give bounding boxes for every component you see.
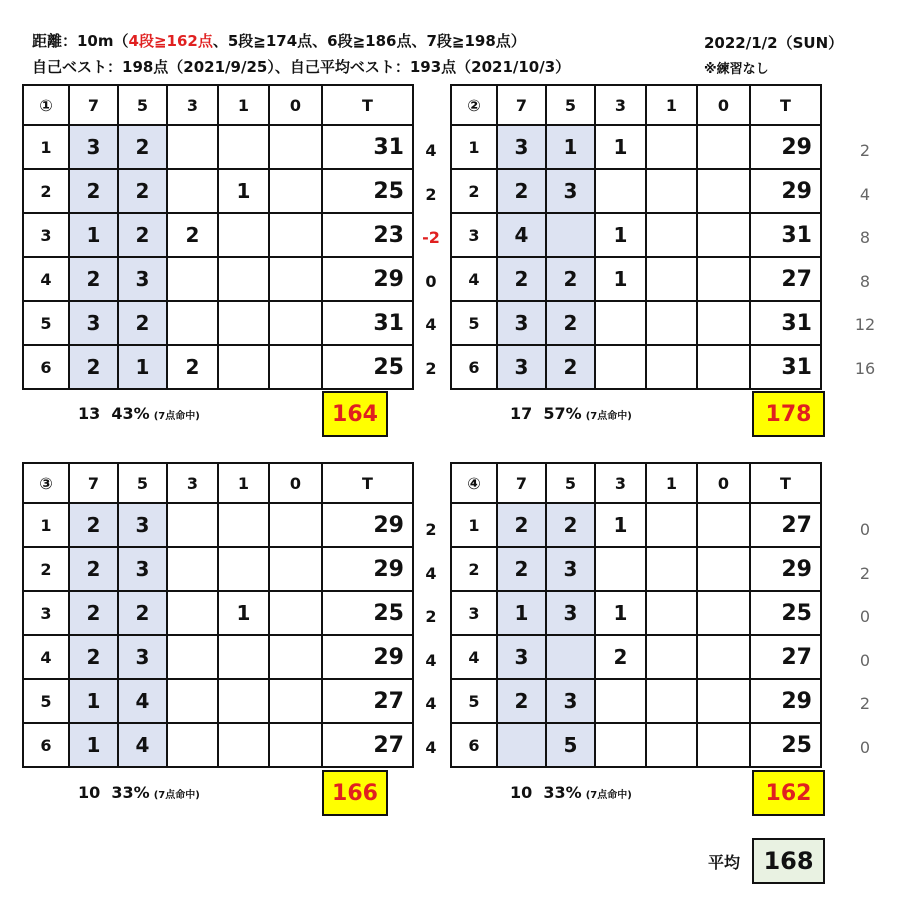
score-count-5: 4	[118, 723, 167, 767]
end-total: 25	[322, 169, 413, 213]
session-date: 2022/1/2（SUN）	[704, 34, 844, 52]
end-number: 1	[23, 503, 69, 547]
score-count-3: 2	[595, 635, 646, 679]
score-count-1	[218, 345, 269, 389]
score-count-0	[269, 503, 322, 547]
hit-count: 13	[78, 404, 101, 423]
hit-percent: 57%	[543, 404, 582, 423]
right-labels-bottom-item: 0	[859, 607, 871, 626]
end-number: 3	[451, 591, 497, 635]
score-count-1	[218, 257, 269, 301]
block-label: ①	[23, 85, 69, 125]
hit-note: (7点命中)	[153, 790, 200, 801]
score-count-5: 2	[118, 213, 167, 257]
column-header: 7	[69, 463, 118, 503]
score-count-0	[697, 723, 750, 767]
column-header: 0	[269, 463, 322, 503]
score-count-5: 1	[118, 345, 167, 389]
score-count-0	[269, 635, 322, 679]
middle-labels-bottom-item: 4	[425, 650, 437, 670]
hit-count: 10	[510, 783, 533, 802]
score-count-5: 3	[546, 679, 595, 723]
column-header: 5	[546, 85, 595, 125]
score-block-2	[450, 84, 822, 390]
end-total: 31	[322, 125, 413, 169]
end-number: 2	[451, 169, 497, 213]
table-row	[451, 213, 821, 257]
score-count-5: 2	[118, 169, 167, 213]
total-block-3: 166	[322, 770, 388, 816]
score-count-5: 2	[546, 345, 595, 389]
score-count-7: 1	[69, 723, 118, 767]
score-count-3	[167, 301, 218, 345]
practice-note: ※練習なし	[704, 62, 769, 77]
score-block-3	[22, 462, 414, 768]
score-count-7: 3	[497, 635, 546, 679]
score-count-3	[167, 169, 218, 213]
score-count-7: 2	[69, 635, 118, 679]
table-row	[23, 503, 413, 547]
score-count-1	[218, 503, 269, 547]
score-count-7: 2	[497, 503, 546, 547]
score-count-5: 3	[118, 635, 167, 679]
middle-labels-bottom-item: 4	[425, 563, 437, 583]
score-count-7: 2	[69, 591, 118, 635]
right-labels-top-item: 4	[859, 184, 871, 204]
score-count-3: 2	[167, 213, 218, 257]
middle-labels-top-item: 2	[425, 184, 437, 204]
column-header: 0	[697, 85, 750, 125]
header-row	[451, 85, 821, 125]
header-row	[23, 463, 413, 503]
right-labels-bottom-item: 0	[859, 737, 871, 757]
end-number: 5	[451, 679, 497, 723]
column-header: 1	[646, 463, 697, 503]
right-labels-bottom-item: 2	[859, 563, 871, 583]
table-row	[451, 547, 821, 591]
end-number: 6	[451, 723, 497, 767]
score-count-1	[218, 547, 269, 591]
end-total: 29	[750, 125, 821, 169]
hit-count: 10	[78, 783, 101, 802]
score-count-7: 2	[497, 679, 546, 723]
hit-percent: 33%	[111, 783, 150, 802]
middle-labels-bottom-item: 2	[425, 520, 437, 539]
end-total: 29	[750, 679, 821, 723]
score-count-3	[595, 679, 646, 723]
score-count-7: 2	[69, 345, 118, 389]
score-count-0	[269, 213, 322, 257]
score-count-7: 2	[69, 503, 118, 547]
block-label: ③	[23, 463, 69, 503]
score-count-3: 1	[595, 591, 646, 635]
block-label: ②	[451, 85, 497, 125]
end-total: 23	[322, 213, 413, 257]
column-header: 3	[595, 85, 646, 125]
score-count-7: 2	[497, 169, 546, 213]
table-row	[451, 591, 821, 635]
average-value: 168	[752, 838, 825, 884]
total-block-4: 162	[752, 770, 825, 816]
table-row	[23, 679, 413, 723]
hit-note: (7点命中)	[153, 411, 200, 422]
column-header: 3	[167, 463, 218, 503]
end-number: 4	[451, 257, 497, 301]
score-count-1	[646, 213, 697, 257]
score-count-7: 4	[497, 213, 546, 257]
score-count-3: 2	[167, 345, 218, 389]
score-count-5: 2	[546, 257, 595, 301]
score-count-7: 1	[69, 679, 118, 723]
score-count-0	[269, 679, 322, 723]
column-header: 7	[497, 463, 546, 503]
end-number: 2	[23, 547, 69, 591]
table-row	[23, 723, 413, 767]
score-count-5: 2	[118, 125, 167, 169]
score-count-3	[167, 635, 218, 679]
hit-count: 17	[510, 404, 533, 423]
end-number: 5	[451, 301, 497, 345]
table-row	[23, 169, 413, 213]
score-count-3	[595, 547, 646, 591]
stats-block-2	[510, 404, 632, 423]
end-total: 27	[322, 679, 413, 723]
score-count-7: 3	[497, 301, 546, 345]
end-number: 1	[23, 125, 69, 169]
end-total: 27	[322, 723, 413, 767]
column-header: 1	[218, 85, 269, 125]
table-row	[23, 213, 413, 257]
distance-header	[32, 30, 526, 51]
score-count-5: 3	[118, 257, 167, 301]
score-count-3	[167, 125, 218, 169]
end-total: 29	[322, 547, 413, 591]
score-count-1	[646, 591, 697, 635]
end-total: 31	[750, 345, 821, 389]
column-header: 0	[697, 463, 750, 503]
score-count-0	[697, 125, 750, 169]
personal-best: 自己ベスト：198点（2021/9/25）、自己平均ベスト：193点（2021/10/3）	[32, 58, 571, 76]
end-number: 4	[23, 635, 69, 679]
score-count-7: 1	[497, 591, 546, 635]
column-header: 5	[118, 85, 167, 125]
score-count-1: 1	[218, 591, 269, 635]
hit-note: (7点命中)	[585, 790, 632, 801]
end-number: 1	[451, 503, 497, 547]
column-header: T	[322, 85, 413, 125]
table-row	[451, 257, 821, 301]
score-count-0	[269, 257, 322, 301]
end-total: 29	[322, 635, 413, 679]
end-total: 29	[322, 257, 413, 301]
score-count-0	[697, 679, 750, 723]
score-count-7: 2	[69, 169, 118, 213]
score-count-1	[218, 301, 269, 345]
score-block-1	[22, 84, 414, 390]
score-count-0	[697, 213, 750, 257]
header-row	[451, 463, 821, 503]
column-header: T	[750, 463, 821, 503]
score-count-1	[646, 301, 697, 345]
end-total: 29	[322, 503, 413, 547]
right-labels-bottom-item: 0	[859, 520, 871, 539]
stats-block-3	[78, 783, 200, 802]
score-count-0	[697, 591, 750, 635]
score-count-1	[646, 547, 697, 591]
end-number: 3	[23, 213, 69, 257]
column-header: T	[750, 85, 821, 125]
right-labels-bottom-item: 2	[859, 694, 871, 713]
table-row	[23, 301, 413, 345]
score-count-5: 3	[546, 547, 595, 591]
score-count-3	[167, 503, 218, 547]
column-header: 0	[269, 85, 322, 125]
end-number: 3	[451, 213, 497, 257]
table-row	[451, 301, 821, 345]
end-total: 25	[750, 723, 821, 767]
score-count-5: 2	[118, 301, 167, 345]
score-count-3	[167, 547, 218, 591]
right-labels-top-item: 16	[854, 358, 876, 378]
score-count-0	[269, 547, 322, 591]
score-count-5: 3	[118, 503, 167, 547]
score-count-0	[697, 257, 750, 301]
score-count-5	[546, 635, 595, 679]
score-count-0	[697, 547, 750, 591]
end-total: 29	[750, 169, 821, 213]
score-count-7: 3	[69, 125, 118, 169]
end-number: 3	[23, 591, 69, 635]
stats-block-1	[78, 404, 200, 423]
end-number: 1	[451, 125, 497, 169]
grade-4-threshold: 4段≧162点	[128, 32, 213, 50]
score-count-0	[269, 591, 322, 635]
total-block-1: 164	[322, 391, 388, 437]
score-count-1	[646, 723, 697, 767]
score-count-0	[269, 723, 322, 767]
score-count-5: 4	[118, 679, 167, 723]
end-number: 6	[23, 723, 69, 767]
end-total: 29	[750, 547, 821, 591]
score-count-0	[269, 125, 322, 169]
score-count-3	[167, 257, 218, 301]
score-count-7: 2	[497, 257, 546, 301]
score-count-5: 3	[546, 169, 595, 213]
score-count-5: 2	[546, 301, 595, 345]
score-count-5: 3	[118, 547, 167, 591]
score-block-4	[450, 462, 822, 768]
score-count-3	[167, 591, 218, 635]
end-total: 27	[750, 635, 821, 679]
end-number: 2	[451, 547, 497, 591]
score-count-7: 3	[69, 301, 118, 345]
score-count-3: 1	[595, 213, 646, 257]
column-header: 7	[69, 85, 118, 125]
score-count-1	[646, 503, 697, 547]
right-labels-top-item: 8	[859, 228, 871, 247]
end-total: 31	[750, 213, 821, 257]
middle-labels-top-item: -2	[422, 228, 440, 247]
end-total: 31	[750, 301, 821, 345]
score-count-1	[218, 213, 269, 257]
score-count-3	[167, 679, 218, 723]
middle-labels-bottom-item: 2	[425, 607, 437, 626]
end-number: 5	[23, 301, 69, 345]
hit-percent: 33%	[543, 783, 582, 802]
score-count-0	[697, 345, 750, 389]
score-count-1	[646, 679, 697, 723]
score-count-1	[646, 635, 697, 679]
grade-thresholds: 、5段≧174点、6段≧186点、7段≧198点）	[212, 32, 526, 50]
score-count-5: 5	[546, 723, 595, 767]
score-count-5: 1	[546, 125, 595, 169]
score-count-5: 2	[546, 503, 595, 547]
hit-percent: 43%	[111, 404, 150, 423]
column-header: 5	[118, 463, 167, 503]
score-count-1	[218, 635, 269, 679]
table-row	[451, 679, 821, 723]
score-count-3	[167, 723, 218, 767]
score-count-7: 2	[69, 257, 118, 301]
score-count-0	[269, 345, 322, 389]
table-row	[23, 125, 413, 169]
score-count-0	[697, 635, 750, 679]
distance-text: 距離：10m（	[32, 32, 129, 50]
column-header: 7	[497, 85, 546, 125]
right-labels-top-item: 12	[854, 315, 876, 334]
end-number: 5	[23, 679, 69, 723]
average-label: 平均	[708, 853, 741, 872]
score-count-7: 2	[69, 547, 118, 591]
score-count-7: 1	[69, 213, 118, 257]
table-row	[23, 591, 413, 635]
score-count-0	[269, 301, 322, 345]
score-count-1	[218, 679, 269, 723]
end-total: 31	[322, 301, 413, 345]
score-count-5	[546, 213, 595, 257]
table-row	[451, 345, 821, 389]
column-header: 3	[595, 463, 646, 503]
column-header: 1	[218, 463, 269, 503]
column-header: 1	[646, 85, 697, 125]
score-count-0	[697, 301, 750, 345]
middle-labels-top-item: 4	[425, 141, 437, 160]
score-count-3: 1	[595, 503, 646, 547]
column-header: T	[322, 463, 413, 503]
score-count-7: 2	[497, 547, 546, 591]
end-total: 25	[750, 591, 821, 635]
score-count-1	[218, 723, 269, 767]
score-count-3	[595, 345, 646, 389]
score-count-1	[218, 125, 269, 169]
column-header: 5	[546, 463, 595, 503]
middle-labels-bottom-item: 4	[425, 694, 437, 713]
score-count-1: 1	[218, 169, 269, 213]
score-count-5: 3	[546, 591, 595, 635]
score-count-1	[646, 169, 697, 213]
end-total: 25	[322, 591, 413, 635]
table-row	[451, 125, 821, 169]
right-labels-bottom-item: 0	[859, 650, 871, 670]
table-row	[451, 723, 821, 767]
end-total: 27	[750, 503, 821, 547]
score-count-3: 1	[595, 257, 646, 301]
score-count-0	[697, 503, 750, 547]
score-count-7: 3	[497, 125, 546, 169]
score-count-3: 1	[595, 125, 646, 169]
score-count-7: 3	[497, 345, 546, 389]
end-total: 27	[750, 257, 821, 301]
end-number: 6	[451, 345, 497, 389]
score-count-7	[497, 723, 546, 767]
score-count-3	[595, 301, 646, 345]
score-count-1	[646, 125, 697, 169]
table-row	[451, 635, 821, 679]
score-count-1	[646, 345, 697, 389]
hit-note: (7点命中)	[585, 411, 632, 422]
score-count-1	[646, 257, 697, 301]
column-header: 3	[167, 85, 218, 125]
score-count-5: 2	[118, 591, 167, 635]
right-labels-top-item: 2	[859, 141, 871, 160]
middle-labels-bottom-item: 4	[425, 737, 437, 757]
score-count-3	[595, 169, 646, 213]
score-count-0	[269, 169, 322, 213]
middle-labels-top-item: 0	[425, 271, 437, 291]
end-number: 4	[451, 635, 497, 679]
end-total: 25	[322, 345, 413, 389]
score-count-3	[595, 723, 646, 767]
end-number: 2	[23, 169, 69, 213]
middle-labels-top-item: 2	[425, 358, 437, 378]
table-row	[23, 257, 413, 301]
table-row	[451, 169, 821, 213]
right-labels-top-item: 8	[859, 271, 871, 291]
score-count-0	[697, 169, 750, 213]
middle-labels-top-item: 4	[425, 315, 437, 334]
stats-block-4	[510, 783, 632, 802]
end-number: 6	[23, 345, 69, 389]
header-row	[23, 85, 413, 125]
total-block-2: 178	[752, 391, 825, 437]
table-row	[451, 503, 821, 547]
table-row	[23, 635, 413, 679]
table-row	[23, 345, 413, 389]
block-label: ④	[451, 463, 497, 503]
table-row	[23, 547, 413, 591]
end-number: 4	[23, 257, 69, 301]
